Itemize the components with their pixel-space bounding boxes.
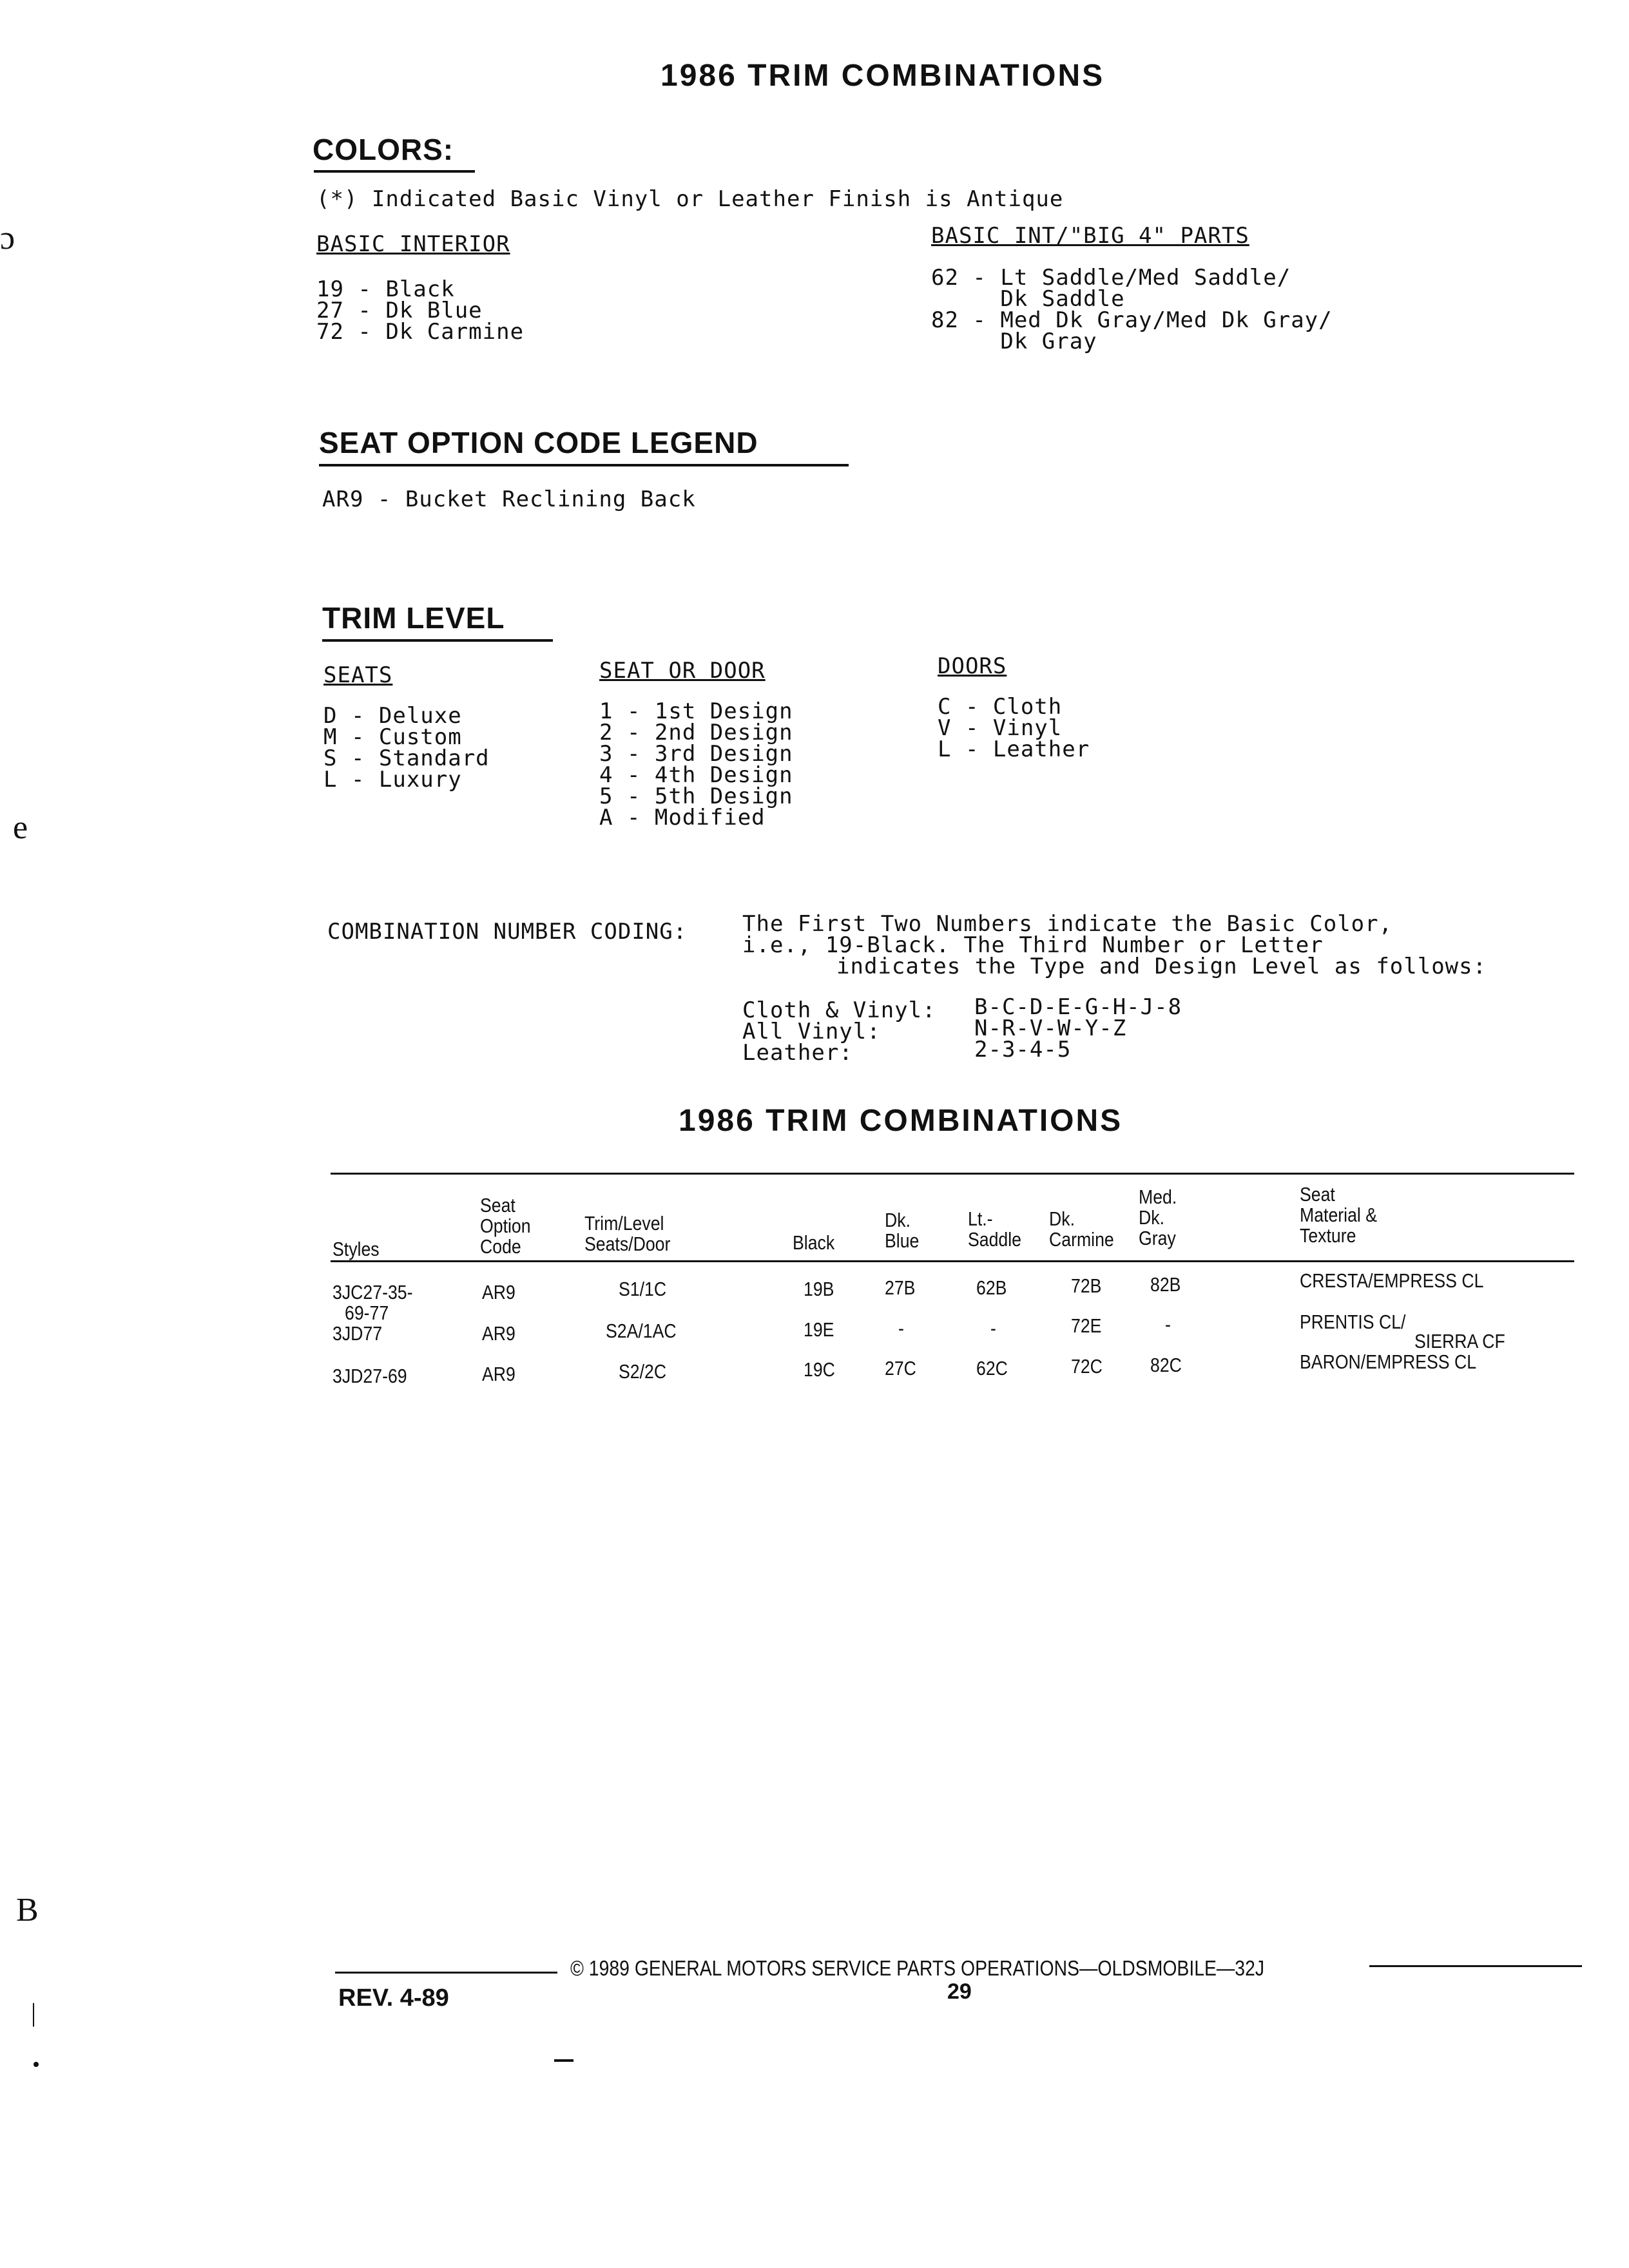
cell-saddle: - [990, 1317, 996, 1340]
cell-saddle: 62B [976, 1276, 1007, 1299]
seat-or-door-item: 3 - 3rd Design [599, 741, 793, 767]
cell-black: 19B [804, 1278, 834, 1300]
code-label: All Vinyl: [742, 1019, 881, 1044]
trim-level-underline [322, 639, 553, 642]
cell-style: 69-77 [345, 1302, 389, 1324]
cell-saddle: 62C [976, 1357, 1008, 1379]
code-label: Leather: [742, 1040, 853, 1066]
footer-rule-left [335, 1972, 557, 1974]
basic-int-parts-item: 62 - Lt Saddle/Med Saddle/ [931, 265, 1291, 291]
seats-item: M - Custom [323, 724, 462, 750]
doors-item: C - Cloth [938, 694, 1063, 720]
basic-int-parts-item: 82 - Med Dk Gray/Med Dk Gray/ [931, 307, 1333, 333]
cell-black: 19C [804, 1358, 835, 1381]
header-lt-saddle: Lt.- [968, 1207, 993, 1230]
header-med-dk-gray: Med. [1139, 1186, 1177, 1208]
doors-item: L - Leather [938, 736, 1090, 762]
cell-option: AR9 [482, 1281, 516, 1303]
header-seat-material: Texture [1300, 1224, 1356, 1247]
cell-style: 3JD77 [333, 1322, 383, 1345]
cell-gray: 82B [1150, 1273, 1181, 1296]
seat-or-door-heading: SEAT OR DOOR [599, 658, 766, 684]
basic-int-parts-item: Dk Gray [931, 329, 1097, 354]
margin-mark: | [31, 1998, 37, 2027]
combination-coding-line: The First Two Numbers indicate the Basic Color, [742, 911, 1393, 937]
colors-note: (*) Indicated Basic Vinyl or Leather Finish is Antique [316, 186, 1064, 212]
basic-interior-item: 27 - Dk Blue [316, 298, 483, 323]
cell-gray: 82C [1150, 1354, 1182, 1376]
margin-dash [554, 2059, 574, 2062]
seat-option-heading: SEAT OPTION CODE LEGEND [319, 426, 758, 459]
header-seat-material: Material & [1300, 1204, 1378, 1226]
code-value: N-R-V-W-Y-Z [974, 1015, 1127, 1041]
header-seat-option: Seat [480, 1194, 516, 1216]
margin-mark: B [16, 1892, 39, 1928]
colors-underline [314, 170, 475, 173]
cell-material: PRENTIS CL/ [1300, 1311, 1406, 1333]
cell-carmine: 72B [1071, 1274, 1102, 1297]
table-top-rule [331, 1173, 1574, 1175]
page-number: 29 [947, 1979, 972, 2004]
header-seat-option: Code [480, 1235, 521, 1258]
cell-trim: S2A/1AC [606, 1320, 677, 1342]
header-dk-blue: Blue [885, 1229, 920, 1252]
cell-blue: - [898, 1317, 904, 1340]
header-lt-saddle: Saddle [968, 1228, 1022, 1251]
cell-gray: - [1165, 1313, 1171, 1336]
seat-or-door-item: 2 - 2nd Design [599, 720, 793, 745]
header-dk-carmine: Dk. [1049, 1207, 1075, 1230]
seat-option-item: AR9 - Bucket Reclining Back [322, 486, 696, 512]
cell-blue: 27B [885, 1276, 916, 1299]
header-trim-level: Trim/Level [584, 1212, 664, 1235]
header-styles: Styles [333, 1238, 380, 1260]
footer-rule-right [1369, 1965, 1582, 1967]
cell-material: SIERRA CF [1414, 1330, 1505, 1352]
doors-item: V - Vinyl [938, 715, 1063, 741]
page-title: 1986 TRIM COMBINATIONS [660, 59, 1105, 93]
margin-mark: ɔ [0, 220, 15, 256]
margin-mark: e [13, 809, 28, 846]
combination-coding-line: i.e., 19-Black. The Third Number or Letter [742, 932, 1324, 958]
margin-dot [34, 2062, 39, 2067]
basic-int-parts-item: Dk Saddle [931, 286, 1125, 312]
header-black: Black [793, 1231, 835, 1254]
cell-style: 3JC27-35- [333, 1281, 413, 1303]
trim-level-heading: TRIM LEVEL [322, 601, 505, 635]
cell-option: AR9 [482, 1322, 516, 1345]
cell-material: BARON/EMPRESS CL [1300, 1350, 1477, 1373]
header-dk-blue: Dk. [885, 1209, 911, 1231]
seat-or-door-item: 1 - 1st Design [599, 698, 793, 724]
header-trim-level: Seats/Door [584, 1233, 671, 1255]
colors-heading: COLORS: [313, 133, 454, 166]
footer-rev: REV. 4-89 [338, 1984, 449, 2012]
basic-int-parts-heading: BASIC INT/"BIG 4" PARTS [931, 223, 1249, 249]
table-title: 1986 TRIM COMBINATIONS [679, 1104, 1123, 1138]
basic-interior-item: 72 - Dk Carmine [316, 319, 525, 345]
seats-heading: SEATS [323, 662, 393, 688]
seat-option-underline [319, 464, 849, 466]
code-label: Cloth & Vinyl: [742, 997, 936, 1023]
footer-copyright: © 1989 GENERAL MOTORS SERVICE PARTS OPERATIONS—OLDSMOBILE—32J [570, 1956, 1265, 1980]
code-value: B-C-D-E-G-H-J-8 [974, 994, 1182, 1020]
cell-option: AR9 [482, 1363, 516, 1385]
cell-carmine: 72E [1071, 1314, 1102, 1337]
header-seat-material: Seat [1300, 1183, 1335, 1206]
cell-blue: 27C [885, 1357, 916, 1379]
seat-or-door-item: 5 - 5th Design [599, 783, 793, 809]
header-med-dk-gray: Gray [1139, 1227, 1176, 1249]
doors-heading: DOORS [938, 653, 1007, 679]
header-dk-carmine: Carmine [1049, 1228, 1114, 1251]
basic-interior-heading: BASIC INTERIOR [316, 231, 510, 257]
seat-or-door-item: 4 - 4th Design [599, 762, 793, 788]
seat-or-door-item: A - Modified [599, 805, 766, 831]
header-seat-option: Option [480, 1215, 531, 1237]
cell-trim: S1/1C [619, 1278, 667, 1300]
table-header-rule [331, 1260, 1574, 1262]
basic-interior-item: 19 - Black [316, 276, 455, 302]
cell-trim: S2/2C [619, 1360, 667, 1383]
cell-carmine: 72C [1071, 1355, 1103, 1378]
cell-style: 3JD27-69 [333, 1365, 407, 1387]
seats-item: L - Luxury [323, 767, 462, 793]
code-value: 2-3-4-5 [974, 1037, 1072, 1062]
seats-item: S - Standard [323, 745, 490, 771]
combination-coding-line: indicates the Type and Design Level as follows: [836, 954, 1487, 979]
cell-material: CRESTA/EMPRESS CL [1300, 1269, 1484, 1292]
cell-black: 19E [804, 1318, 834, 1341]
combination-coding-label: COMBINATION NUMBER CODING: [327, 919, 688, 945]
header-med-dk-gray: Dk. [1139, 1206, 1164, 1229]
seats-item: D - Deluxe [323, 703, 462, 729]
